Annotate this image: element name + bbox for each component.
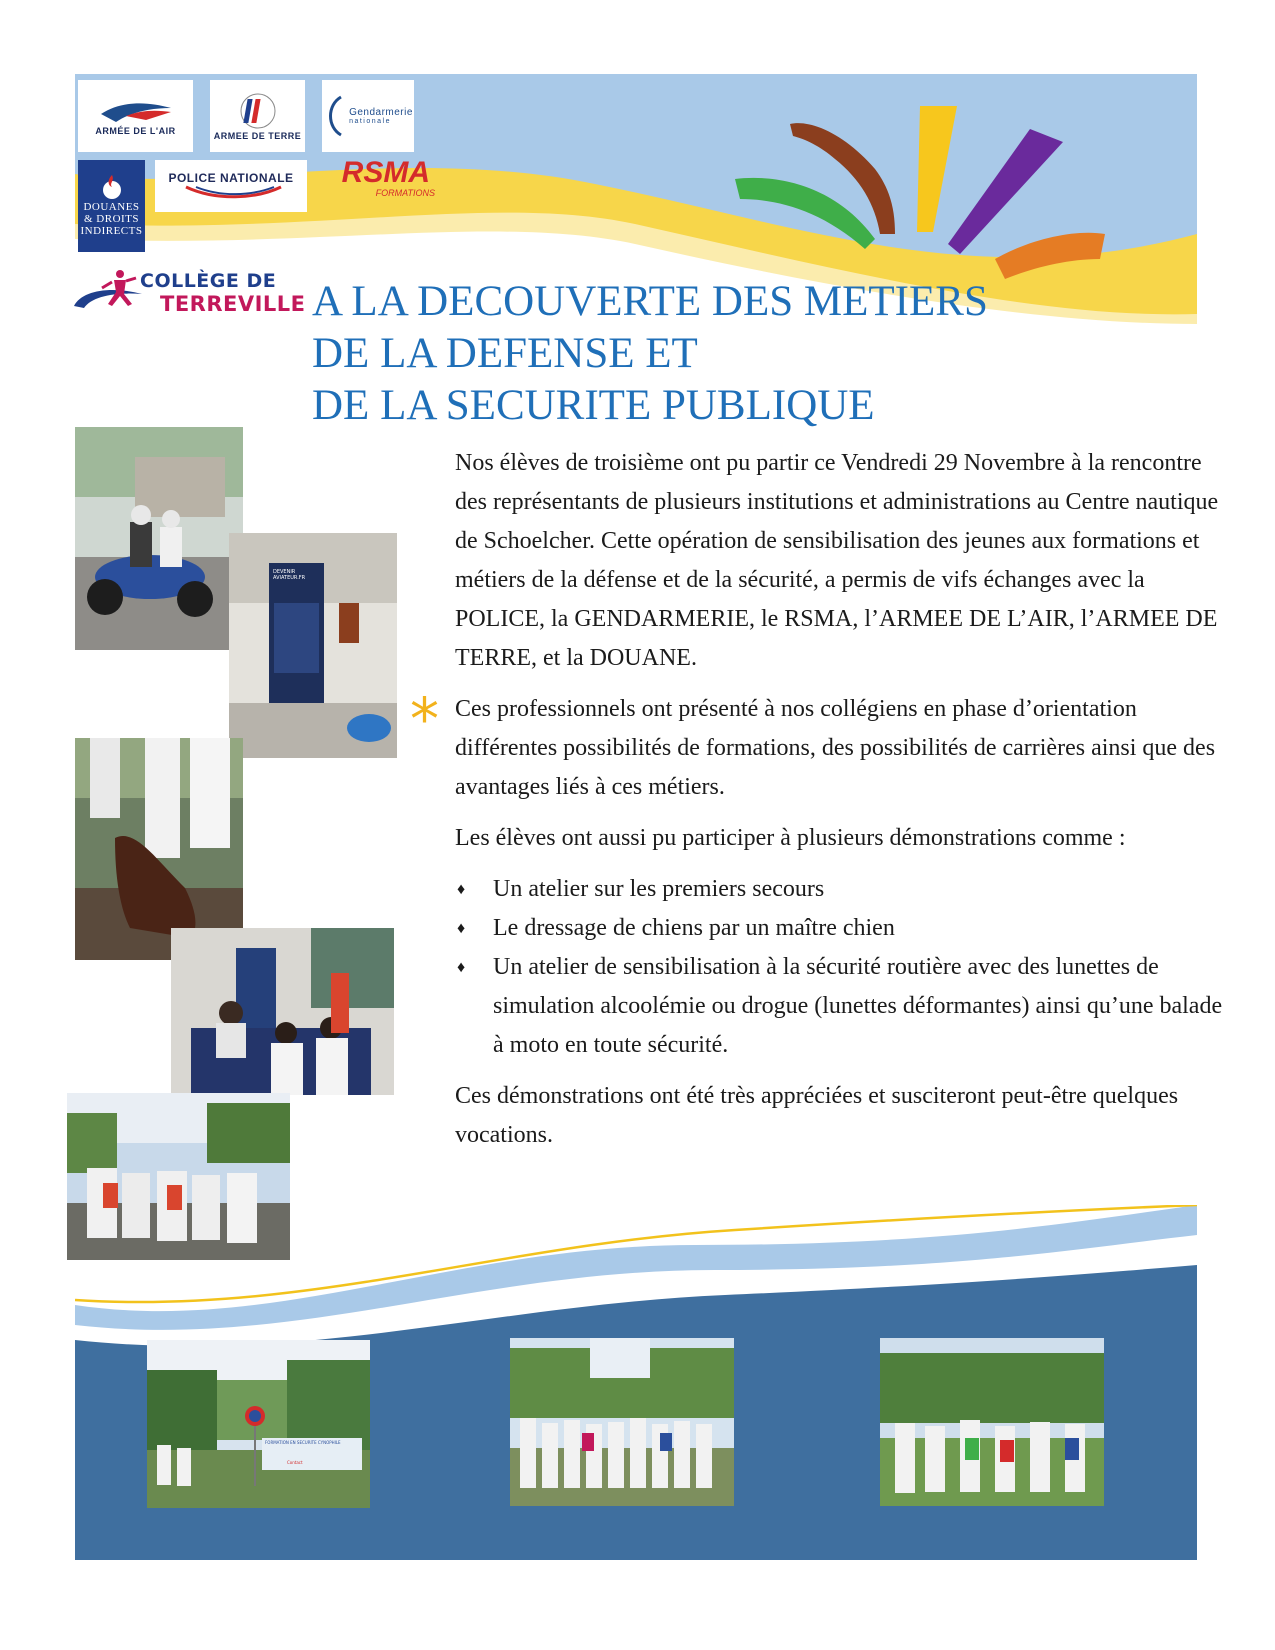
photo-motorcycle — [75, 427, 243, 650]
photo-footer-group — [880, 1338, 1104, 1506]
paragraph-conclusion: Ces démonstrations ont été très appréciées et susciteront peut-être quelques vocations. — [455, 1083, 1179, 1148]
paragraph-demonstrations: Les élèves ont aussi pu participer à plusieurs démonstrations comme : — [455, 825, 1126, 851]
demonstration-list — [455, 870, 1225, 1065]
douanes-logo-line2: & DROITS — [83, 213, 140, 225]
douanes-logo — [78, 160, 145, 252]
bullet-icon: ♦ — [457, 920, 466, 937]
title-line-3: DE LA SECURITE PUBLIQUE — [312, 382, 875, 429]
article-body — [455, 444, 1225, 1167]
photo-aviation-stand — [229, 533, 397, 758]
bullet-icon: ♦ — [457, 881, 466, 898]
list-item-text: Un atelier sur les premiers secours — [493, 876, 825, 902]
list-item — [455, 870, 1225, 909]
title-line-2: DE LA DEFENSE ET — [312, 330, 698, 377]
college-logo-line2: TERREVILLE — [160, 292, 306, 316]
douanes-logo-line3: INDIRECTS — [80, 225, 143, 237]
decorative-asterisk: * — [410, 685, 439, 753]
footer-sign-contact: Contact — [287, 1460, 303, 1465]
paragraph-intro: Nos élèves de troisième ont pu partir ce Vendredi 29 Novembre à la rencontre des représentants de plusieurs institutions et administrations au Centre nautique de Schoelcher. Cette opération de sensibilisation des jeunes aux formations et métiers de la défense et de la sécurité, a permis de vifs échanges avec la POLICE, la GENDARMERIE, le RSMA, l’ARMEE DE L’AIR, l’ARMEE DE TERRE, et la DOUANE. — [455, 450, 1219, 671]
armee-air-logo-text: ARMÉE DE L'AIR — [95, 126, 176, 136]
armee-terre-logo — [210, 80, 305, 152]
rsma-logo — [318, 158, 443, 203]
douanes-logo-line1: DOUANES — [83, 201, 140, 213]
college-terreville-logo — [72, 268, 306, 318]
paragraph-professionals: Ces professionnels ont présenté à nos collégiens en phase d’orientation différentes possibilités de formations, des possibilités de carrières ainsi que des avantages liés à ces métiers. — [455, 696, 1216, 800]
rsma-logo-text: RSMA — [341, 156, 430, 189]
aviation-banner-text: DEVENIR AVIATEUR.FR — [273, 569, 306, 581]
page-title — [312, 276, 1132, 432]
title-line-1: A LA DECOUVERTE DES METIERS — [312, 278, 988, 325]
police-nationale-logo — [155, 160, 307, 212]
gendarmerie-logo-subtext: nationale — [349, 118, 391, 125]
gendarmerie-logo — [322, 80, 414, 152]
photo-dog-training — [75, 738, 243, 960]
photo-footer-sign — [147, 1340, 370, 1508]
list-item — [455, 948, 1225, 1065]
police-logo-text: POLICE NATIONALE — [168, 171, 294, 185]
armee-air-logo — [78, 80, 193, 152]
photo-footer-crowd — [510, 1338, 734, 1506]
list-item-text: Le dressage de chiens par un maître chien — [493, 915, 895, 941]
rsma-logo-subtext: FORMATIONS — [375, 188, 435, 198]
college-logo-line1: COLLÈGE DE — [140, 270, 277, 292]
footer-sign-text: FORMATION EN SECURITE CYNOPHILE — [265, 1440, 341, 1445]
list-item-text: Un atelier de sensibilisation à la sécurité routière avec des lunettes de simulation alcoolémie ou drogue (lunettes déformantes) ainsi qu’une balade à moto en toute sécurité. — [493, 954, 1223, 1058]
photo-registration-table — [171, 928, 394, 1095]
bullet-icon: ♦ — [457, 959, 466, 976]
gendarmerie-logo-text: Gendarmerie — [349, 107, 413, 118]
list-item — [455, 909, 1225, 948]
armee-terre-logo-text: ARMEE DE TERRE — [213, 131, 302, 141]
